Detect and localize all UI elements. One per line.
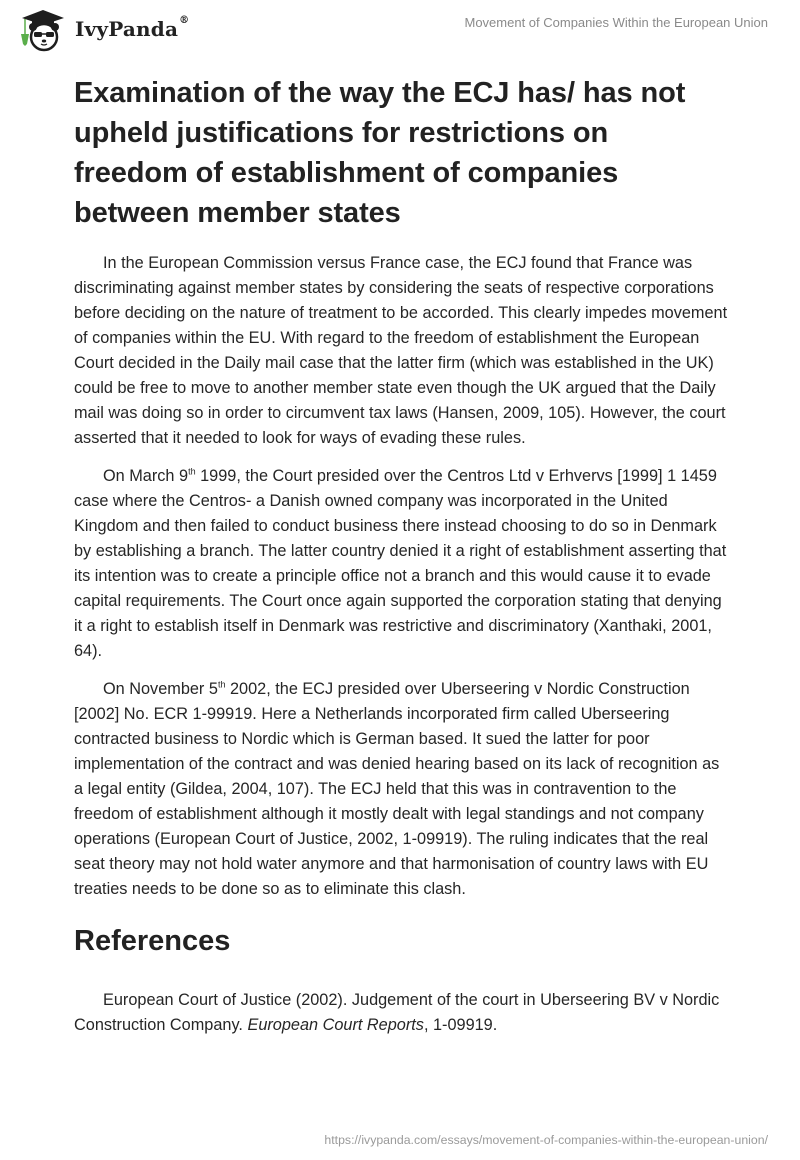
ivypanda-logo[interactable] [18,6,189,52]
article-body [74,73,728,1051]
source-url-link[interactable]: https://ivypanda.com/essays/movement-of-companies-within-the-european-union/ [324,1133,768,1147]
reference-item: European Court of Justice (2002). Judgement of the court in Uberseering BV v Nordic Construction Company. European Court Reports, 1-09919. [74,991,720,1034]
page-header [0,0,800,56]
paragraph-1: In the European Commission versus France case, the ECJ found that France was discriminating against member states by considering the seats of respective corporations before deciding on the nature of treatment to be accorded. This clearly impedes movement of companies within the EU. With regard to the freedom of establishment the European Court decided in the Daily mail case that the latter firm (which was established in the UK) could be free to move to another member state even though the UK argued that the Daily mail was doing so in order to circumvent tax laws (Hansen, 2009, 105). However, the court asserted that it needed to look for ways of evading these rules. [74,254,728,447]
document-title: Movement of Companies Within the European Union [464,15,768,30]
paragraph-3: On November 5th 2002, the ECJ presided over Uberseering v Nordic Construction [2002] No. ECR 1-99919. Here a Netherlands incorporated firm called Uberseering contracted business to Nordic which is German based. It sued the latter for poor implementation of the contract and was denied hearing based on its lack of recognition as a legal entity (Gildea, 2004, 107). The ECJ held that this was in contravention to the freedom of establishment although it mostly dealt with legal standings and not company operations (European Court of Justice, 2002, 1-09919). The ruling indicates that the real seat theory may not hold water anymore and that harmonisation of country laws with EU treaties needs to be done so as to eliminate this clash. [74,679,720,898]
references-heading: References [74,925,231,957]
brand-name: IvyPanda® [75,15,190,41]
panda-graduate-icon [18,6,68,52]
paragraph-2: On March 9th 1999, the Court presided over the Centros Ltd v Erhvervs [1999] 1 1459 case where the Centros- a Danish owned company was incorporated in the United Kingdom and then failed to conduct business there instead choosing to do so in Denmark by establishing a branch. The latter country denied it a right of establishment asserting that its intention was to create a principle office not a branch and this would cause it to evade capital requirements. The Court once again supported the corporation stating that denying it a right to establish itself in Denmark was restrictive and discriminatory (Xanthaki, 2001, 64). [74,466,727,660]
article-heading: Examination of the way the ECJ has/ has not upheld justifications for restrictions on freedom of establishment of companies between member states [74,77,686,229]
